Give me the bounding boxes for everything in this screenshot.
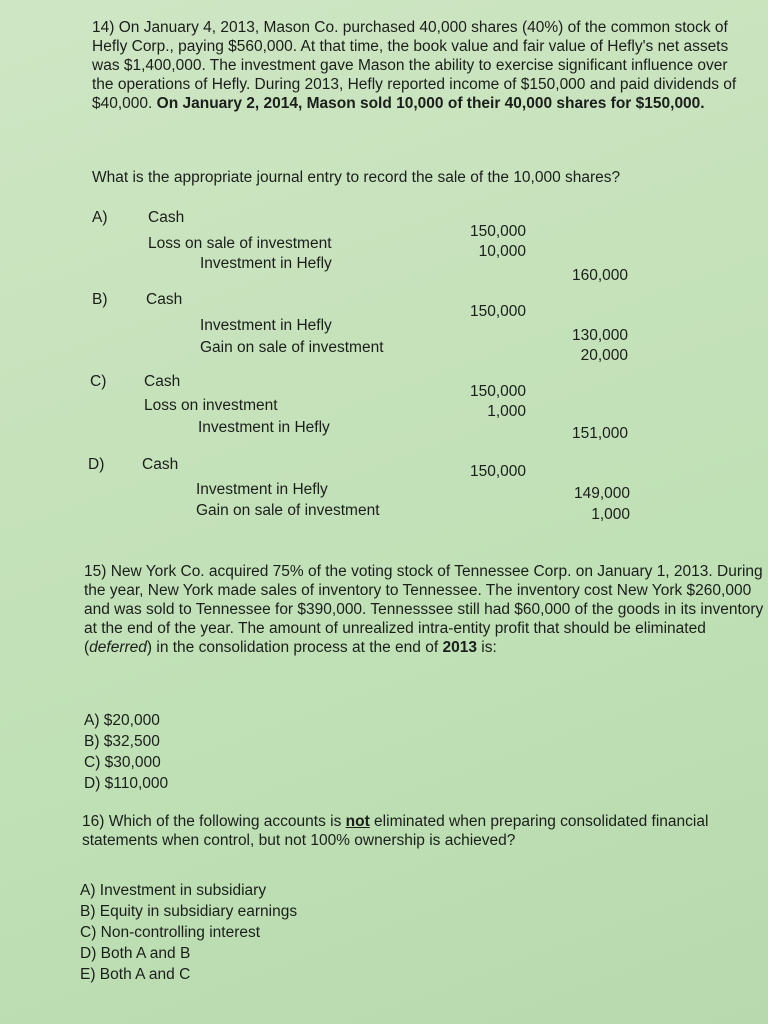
credit-amount: 160,000 (571, 267, 628, 284)
debit-amount: 150,000 (469, 463, 526, 480)
question-14-prompt: What is the appropriate journal entry to record the sale of the 10,000 shares? (92, 169, 621, 186)
choice-a[interactable]: A) Investment in subsidiary (80, 882, 267, 899)
choice-e[interactable]: E) Both A and C (80, 966, 191, 983)
choice-c[interactable]: C) $30,000 (84, 754, 161, 771)
account-name: Cash (148, 209, 185, 226)
question-16-text (82, 812, 742, 850)
option-letter: C) (90, 373, 107, 390)
question-16-body: 16) Which of the following accounts is (82, 813, 346, 830)
account-name: Loss on investment (144, 397, 278, 414)
choice-d[interactable]: D) $110,000 (84, 775, 169, 792)
question-16-underlined: not (345, 813, 370, 830)
question-15-choices (84, 710, 168, 794)
credit-amount: 151,000 (571, 425, 628, 442)
choice-a[interactable]: A) $20,000 (84, 712, 160, 729)
choice-c[interactable]: C) Non-controlling interest (80, 924, 261, 941)
account-name: Investment in Hefly (198, 419, 330, 436)
credit-amount: 20,000 (580, 347, 628, 364)
account-name: Cash (146, 291, 183, 308)
question-14-text (92, 18, 752, 113)
question-14-body: 14) On January 4, 2013, Mason Co. purchased 40,000 shares (40%) of the common stock of Hefly Corp., paying $560,000. At that time, the book value and fair value of Hefly's net assets was $1,400,000. The investment gave Mason the ability to exercise significant influence over the operations of Hefly. During 2013, Hefly reported income of $150,000 and paid dividends of $40,000. (92, 19, 737, 112)
account-name: Investment in Hefly (196, 481, 328, 498)
debit-amount: 10,000 (478, 243, 526, 260)
account-name: Investment in Hefly (200, 255, 332, 272)
question-15-italic: deferred (89, 639, 147, 656)
question-15-body-2: ) in the consolidation process at the end of (146, 639, 443, 656)
debit-amount: 1,000 (487, 403, 526, 420)
question-15-body: 15) New York Co. acquired 75% of the voting stock of Tennessee Corp. on January 1, 2013. During the year, New York made sales of inventory to Tennessee. The inventory cost New York $260,000 and was sold to Tennessee for $390,000. Tennesssee still had $60,000 of the goods in its inventory at the end of the year. The amount of unrealized intra-entity profit that should be eliminated ( (84, 563, 764, 656)
credit-amount: 1,000 (591, 506, 630, 523)
account-name: Gain on sale of investment (196, 502, 380, 519)
question-14-bold-text: On January 2, 2014, Mason sold 10,000 of their 40,000 shares for $150,000. (156, 95, 705, 112)
option-letter: B) (92, 291, 108, 308)
account-name: Investment in Hefly (200, 317, 332, 334)
question-16-body-2: eliminated when preparing consolidated financial statements when control, but not 100% ownership is achieved? (82, 813, 709, 849)
debit-amount: 150,000 (469, 303, 526, 320)
question-16-choices (80, 880, 297, 985)
credit-amount: 130,000 (571, 327, 628, 344)
option-letter: A) (92, 209, 108, 226)
debit-amount: 150,000 (469, 383, 526, 400)
option-letter: D) (88, 456, 105, 473)
question-15-text (84, 562, 766, 657)
question-15-body-3: is: (476, 639, 497, 656)
question-15-year: 2013 (442, 639, 477, 656)
debit-amount: 150,000 (469, 223, 526, 240)
account-name: Loss on sale of investment (148, 235, 332, 252)
choice-d[interactable]: D) Both A and B (80, 945, 191, 962)
account-name: Gain on sale of investment (200, 339, 384, 356)
account-name: Cash (144, 373, 181, 390)
account-name: Cash (142, 456, 179, 473)
credit-amount: 149,000 (573, 485, 630, 502)
choice-b[interactable]: B) $32,500 (84, 733, 160, 750)
choice-b[interactable]: B) Equity in subsidiary earnings (80, 903, 298, 920)
